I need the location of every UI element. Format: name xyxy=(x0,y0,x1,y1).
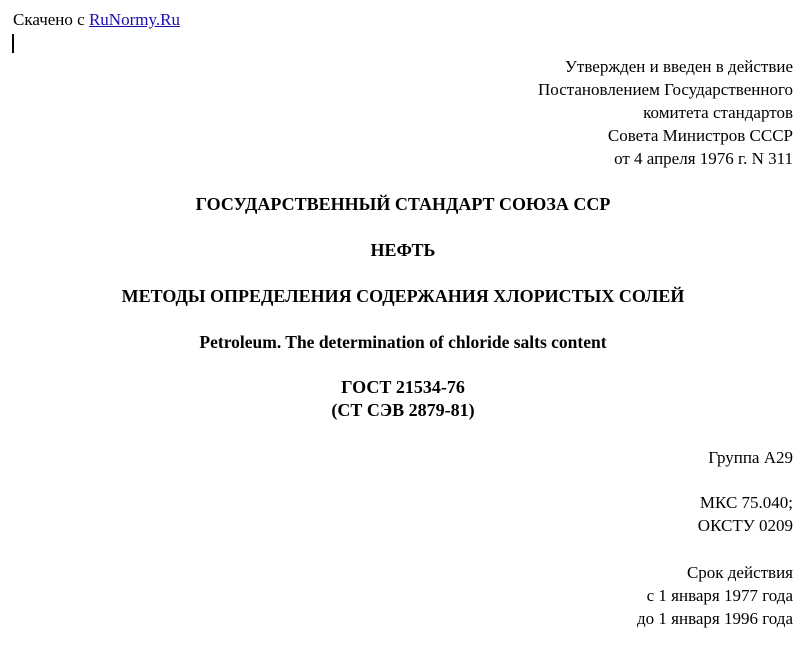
validity-block xyxy=(637,561,793,630)
classification-codes xyxy=(698,491,793,537)
okstu-code: ОКСТУ 0209 xyxy=(697,516,793,535)
approval-block xyxy=(538,55,793,170)
group-code: Группа А29 xyxy=(708,448,793,467)
source-link[interactable]: RuNormy.Ru xyxy=(88,10,180,29)
text-cursor xyxy=(12,34,14,53)
validity-to: до 1 января 1996 года xyxy=(637,609,793,628)
validity-heading: Срок действия xyxy=(686,563,793,582)
product-title: НЕФТЬ xyxy=(370,240,436,260)
english-title: Petroleum. The determination of chloride salts content xyxy=(199,332,607,352)
validity-from: с 1 января 1977 года xyxy=(646,586,793,605)
cmea-number: (СТ СЭВ 2879-81) xyxy=(331,400,475,420)
approval-line: от 4 апреля 1976 г. N 311 xyxy=(614,149,793,168)
mks-code: МКС 75.040; xyxy=(699,493,793,512)
approval-line: Утвержден и введен в действие xyxy=(564,57,793,76)
methods-title: МЕТОДЫ ОПРЕДЕЛЕНИЯ СОДЕРЖАНИЯ ХЛОРИСТЫХ СОЛЕЙ xyxy=(121,286,685,306)
approval-line: комитета стандартов xyxy=(643,103,793,122)
standard-title: ГОСУДАРСТВЕННЫЙ СТАНДАРТ СОЮЗА ССР xyxy=(195,194,611,214)
source-prefix: Скачено с xyxy=(13,10,89,29)
approval-line: Совета Министров СССР xyxy=(607,126,793,145)
gost-number: ГОСТ 21534-76 xyxy=(341,377,465,397)
gost-designation xyxy=(0,376,799,422)
source-line xyxy=(13,9,180,31)
approval-line: Постановлением Государственного xyxy=(538,80,793,99)
